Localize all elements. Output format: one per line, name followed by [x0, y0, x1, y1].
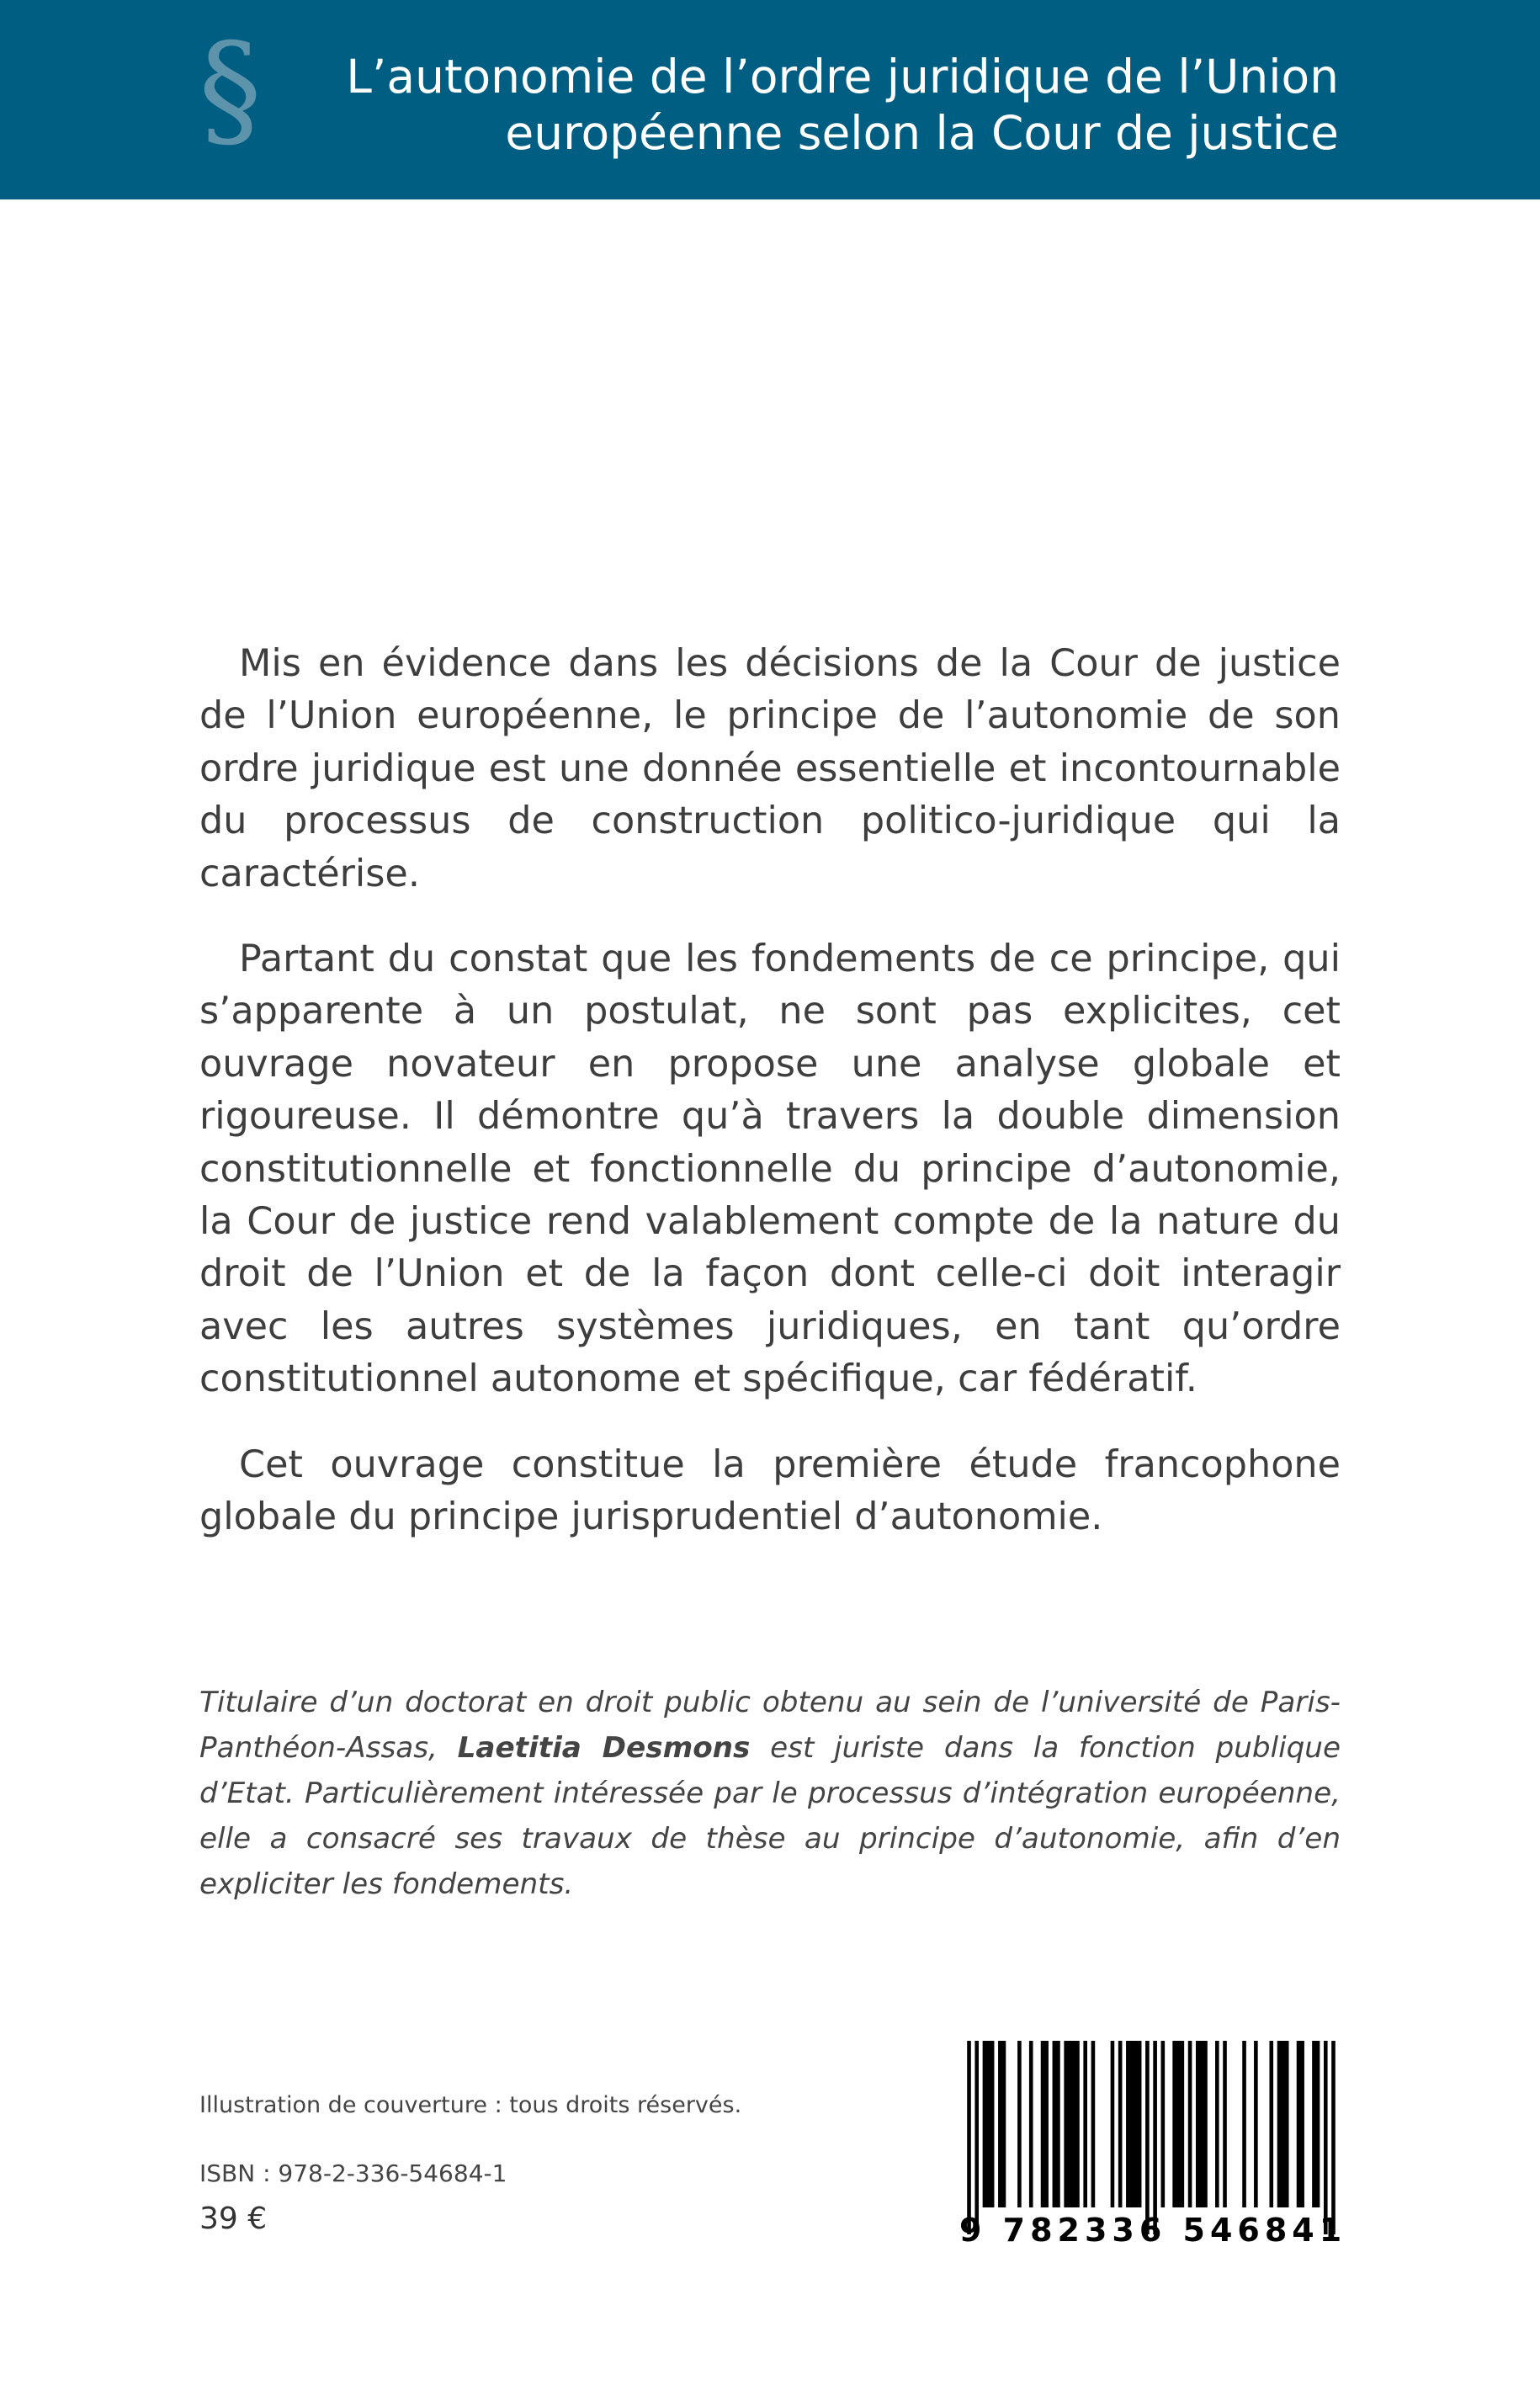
barcode-bar [1277, 2041, 1289, 2207]
author-name: Laetitia Desmons [457, 1731, 751, 1765]
barcode-bar [1324, 2041, 1328, 2234]
author-bio-rest: est juriste dans la fonction publique d’Etat. Particulièrement intéressée par le processus d’intégration européenne, elle a consacré ses travaux de thèse au principe d’autonomie, afin d’en expliciter les fondements. [199, 1731, 1341, 1901]
book-price: 39 € [199, 2202, 268, 2236]
book-title-line-1: L’autonomie de l’ordre juridique de l’Union [346, 50, 1339, 104]
barcode-bar [1126, 2041, 1141, 2207]
barcode-bar [1254, 2041, 1258, 2207]
cover-header [0, 0, 1540, 199]
barcode-bar [1145, 2041, 1150, 2234]
barcode-bar [1172, 2041, 1184, 2207]
barcode-bar [974, 2041, 979, 2234]
isbn-number: ISBN : 978-2-336-54684-1 [199, 2159, 507, 2187]
section-symbol-icon: § [199, 17, 262, 163]
cover-credit: Illustration de couverture : tous droits réservés. [199, 2092, 742, 2118]
barcode-bar [1053, 2041, 1060, 2207]
barcode-bar [1242, 2041, 1246, 2207]
barcode-bar [1041, 2041, 1049, 2207]
barcode-bar [1064, 2041, 1079, 2207]
barcode-bar [1188, 2041, 1192, 2207]
barcode-bar [1297, 2041, 1304, 2207]
summary-paragraph-1: Mis en évidence dans les décisions de la Cour de justice de l’Union européenne, le principe de l’autonomie de son ordre juridique est une donnée essentielle et incontournable du processus de construction politico-juridique qui la caractérise. [199, 642, 1341, 895]
author-bio-intro: Titulaire d’un doctorat en droit public obtenu au sein de l’université de Paris-Panthéon-Assas, [199, 1686, 1341, 1765]
barcode-bar [1029, 2041, 1033, 2207]
barcode-bar [1161, 2041, 1166, 2207]
barcode-bar [1312, 2041, 1320, 2207]
summary-paragraph-2: Partant du constat que les fondements de ce principe, qui s’apparente à un postulat, ne sont pas explicites, cet ouvrage novateur en propose une analyse globale et rigoureuse. Il démontre qu’à travers la double dimension constitutionnelle et fonctionnelle du principe d’autonomie, la Cour de justice rend valablement compte de la nature du droit de l’Union et de la façon dont celle-ci doit interagir avec les autres systèmes juridiques, en tant qu’ordre constitutionnel autonome et spécifique, car fédératif. [199, 938, 1341, 1401]
barcode-bar [1083, 2041, 1087, 2207]
barcode-bar [983, 2041, 995, 2207]
barcode-bar [1111, 2041, 1115, 2207]
barcode-bar [1196, 2041, 1208, 2207]
barcode-bar [1331, 2041, 1336, 2234]
barcode-digits: 9 782336 546841 [959, 2212, 1347, 2249]
author-bio [199, 1680, 1341, 1907]
barcode-bar [1269, 2041, 1273, 2207]
barcode-bar [967, 2041, 971, 2234]
book-summary [199, 638, 1341, 1577]
barcode-bar [998, 2041, 1006, 2207]
summary-paragraph-3: Cet ouvrage constitue la première étude francophone globale du principe jurisprudentiel d’autonomie. [199, 1442, 1341, 1539]
barcode-bar [1017, 2041, 1022, 2207]
barcode-bar [1091, 2041, 1096, 2207]
barcode-bar [1118, 2041, 1123, 2207]
book-title-line-2: européenne selon la Cour de justice [505, 106, 1339, 160]
book-title [346, 49, 1339, 162]
barcode-bar [1223, 2041, 1227, 2207]
barcode-bar [1215, 2041, 1219, 2207]
barcode-bar [1153, 2041, 1157, 2234]
